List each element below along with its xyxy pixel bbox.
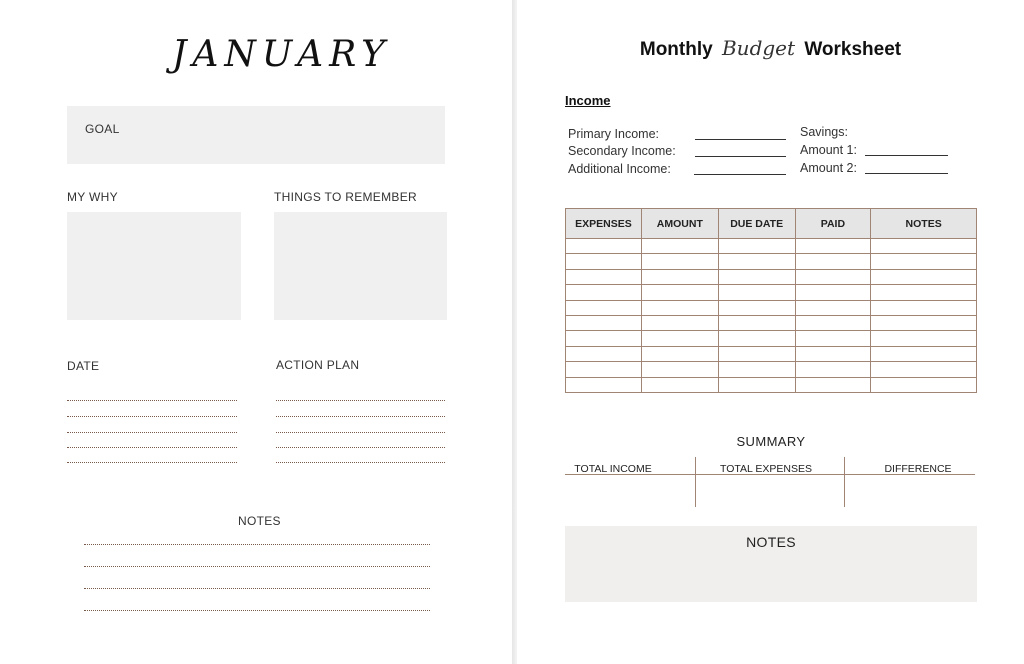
amount2-row: [800, 161, 857, 175]
header-expenses: EXPENSES: [566, 209, 642, 239]
action-plan-line[interactable]: [276, 432, 445, 433]
expense-row: [566, 239, 977, 254]
notes-line[interactable]: [84, 544, 430, 545]
expense-cell[interactable]: [795, 362, 871, 377]
expense-cell[interactable]: [718, 362, 795, 377]
expense-cell[interactable]: [566, 269, 642, 284]
action-plan-line[interactable]: [276, 462, 445, 463]
expense-cell[interactable]: [718, 239, 795, 254]
expense-cell[interactable]: [871, 300, 977, 315]
expense-cell[interactable]: [566, 239, 642, 254]
amount1-row: [800, 143, 857, 157]
expense-cell[interactable]: [871, 254, 977, 269]
action-plan-line[interactable]: [276, 447, 445, 448]
summary-title: SUMMARY: [736, 434, 806, 449]
expense-cell[interactable]: [641, 362, 718, 377]
additional-income-field[interactable]: [694, 162, 786, 175]
my-why-label: MY WHY: [67, 190, 118, 204]
expense-cell[interactable]: [871, 269, 977, 284]
expense-cell[interactable]: [795, 269, 871, 284]
expense-cell[interactable]: [566, 362, 642, 377]
expense-cell[interactable]: [641, 315, 718, 330]
summary-divider: [844, 457, 845, 507]
expense-cell[interactable]: [795, 239, 871, 254]
expense-row: [566, 300, 977, 315]
worksheet-title: [517, 36, 1024, 61]
expense-cell[interactable]: [566, 315, 642, 330]
expense-cell[interactable]: [871, 346, 977, 361]
expense-cell[interactable]: [566, 346, 642, 361]
expense-cell[interactable]: [641, 346, 718, 361]
notes-box[interactable]: [565, 526, 977, 602]
right-page: [517, 0, 1024, 664]
expense-cell[interactable]: [718, 269, 795, 284]
expense-row: [566, 331, 977, 346]
primary-income-row: [568, 127, 659, 141]
expense-cell[interactable]: [641, 377, 718, 392]
income-heading: Income: [565, 93, 611, 108]
secondary-income-label: Secondary Income:: [568, 144, 676, 158]
things-to-remember-label: THINGS TO REMEMBER: [274, 190, 417, 204]
expense-cell[interactable]: [795, 254, 871, 269]
notes-line[interactable]: [84, 588, 430, 589]
expense-cell[interactable]: [871, 377, 977, 392]
title-script: Budget: [721, 36, 796, 60]
expense-cell[interactable]: [871, 239, 977, 254]
title-post: Worksheet: [804, 39, 902, 60]
things-to-remember-box[interactable]: [274, 212, 447, 320]
date-line[interactable]: [67, 432, 237, 433]
expense-cell[interactable]: [566, 254, 642, 269]
expense-row: [566, 377, 977, 392]
action-plan-line[interactable]: [276, 416, 445, 417]
expense-cell[interactable]: [795, 285, 871, 300]
expense-cell[interactable]: [718, 331, 795, 346]
expense-cell[interactable]: [871, 362, 977, 377]
amount1-label: Amount 1:: [800, 143, 857, 157]
savings-label: Savings:: [800, 125, 848, 139]
expense-row: [566, 362, 977, 377]
additional-income-row: [568, 162, 671, 176]
goal-box[interactable]: [67, 106, 445, 164]
date-line[interactable]: [67, 447, 237, 448]
title-pre: Monthly: [639, 39, 713, 60]
goal-label: GOAL: [85, 122, 120, 136]
notes-label: NOTES: [238, 514, 281, 528]
expense-row: [566, 254, 977, 269]
expense-cell[interactable]: [566, 377, 642, 392]
expenses-header-row: [566, 209, 977, 239]
my-why-box[interactable]: [67, 212, 241, 320]
header-amount: AMOUNT: [641, 209, 718, 239]
expense-cell[interactable]: [795, 300, 871, 315]
expense-cell[interactable]: [718, 346, 795, 361]
primary-income-label: Primary Income:: [568, 127, 659, 141]
expense-cell[interactable]: [718, 254, 795, 269]
savings-row: [800, 125, 848, 139]
expense-row: [566, 269, 977, 284]
expenses-table: [565, 208, 977, 393]
header-due-date: DUE DATE: [718, 209, 795, 239]
secondary-income-field[interactable]: [695, 144, 786, 157]
expense-cell[interactable]: [795, 346, 871, 361]
header-paid: PAID: [795, 209, 871, 239]
expense-cell[interactable]: [566, 285, 642, 300]
date-line[interactable]: [67, 462, 237, 463]
expense-cell[interactable]: [641, 285, 718, 300]
expense-cell[interactable]: [795, 377, 871, 392]
notes-line[interactable]: [84, 610, 430, 611]
expense-cell[interactable]: [795, 315, 871, 330]
action-plan-label: ACTION PLAN: [276, 358, 360, 372]
expense-cell[interactable]: [795, 331, 871, 346]
month-title: JANUARY: [172, 34, 391, 75]
summary-total-expenses: TOTAL EXPENSES: [719, 463, 812, 475]
primary-income-field[interactable]: [695, 127, 786, 140]
notes-line[interactable]: [84, 566, 430, 567]
expense-row: [566, 285, 977, 300]
expense-cell[interactable]: [641, 269, 718, 284]
notes-box-title: NOTES: [746, 534, 796, 550]
date-label: DATE: [67, 359, 100, 373]
action-plan-line[interactable]: [276, 400, 445, 401]
secondary-income-row: [568, 144, 676, 158]
header-notes: NOTES: [871, 209, 977, 239]
expense-cell[interactable]: [566, 331, 642, 346]
expense-cell[interactable]: [718, 285, 795, 300]
expense-cell[interactable]: [718, 377, 795, 392]
expense-cell[interactable]: [871, 331, 977, 346]
expense-cell[interactable]: [641, 254, 718, 269]
additional-income-label: Additional Income:: [568, 162, 671, 176]
summary-divider: [695, 457, 696, 507]
summary-difference: DIFFERENCE: [884, 463, 952, 475]
date-line[interactable]: [67, 416, 237, 417]
expense-cell[interactable]: [641, 331, 718, 346]
amount1-field[interactable]: [865, 143, 948, 156]
expense-cell[interactable]: [566, 300, 642, 315]
expense-cell[interactable]: [641, 239, 718, 254]
expense-cell[interactable]: [718, 315, 795, 330]
expense-row: [566, 346, 977, 361]
expense-cell[interactable]: [871, 315, 977, 330]
date-line[interactable]: [67, 400, 237, 401]
expense-cell[interactable]: [641, 300, 718, 315]
amount2-field[interactable]: [865, 161, 948, 174]
summary-total-income: TOTAL INCOME: [574, 463, 652, 475]
summary-rule: [565, 474, 975, 475]
expense-cell[interactable]: [718, 300, 795, 315]
expense-cell[interactable]: [871, 285, 977, 300]
amount2-label: Amount 2:: [800, 161, 857, 175]
expense-row: [566, 315, 977, 330]
